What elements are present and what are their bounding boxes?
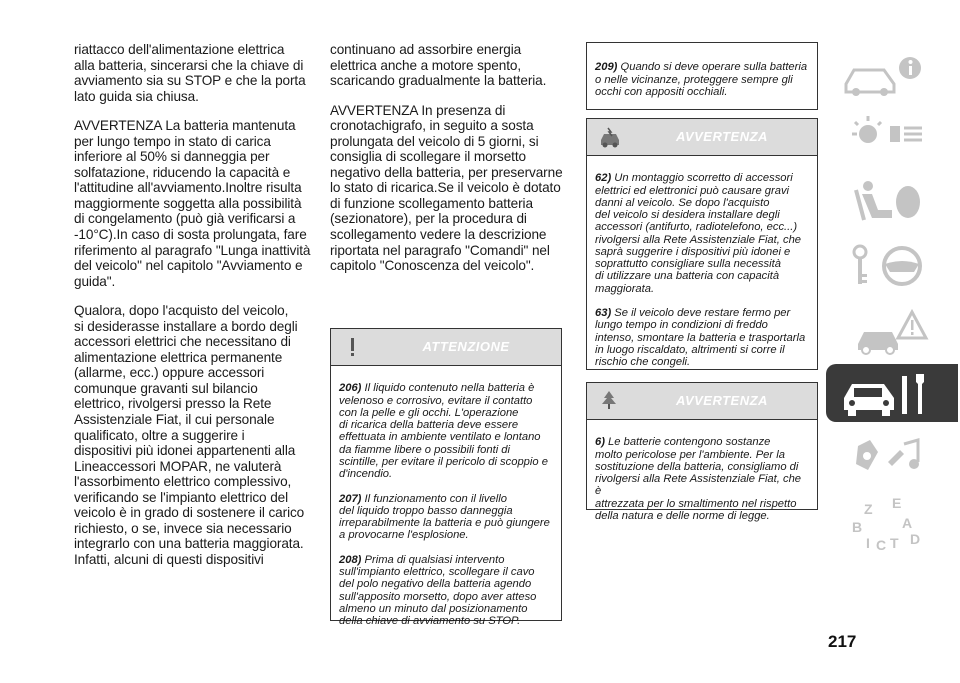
avvertenza-box-header (587, 383, 817, 420)
avvertenza-box-body (587, 156, 817, 385)
paragraph: Qualora, dopo l'acquisto del veicolo, si desiderasse installare a bordo degli accessori elettrici che necessitano di alimentazione elettrica permanente (allarme, ecc.) oppure accessori comunque gravanti sul bilancio elettrico, rivolgersi presso la Rete Assistenziale Fiat, il cui personale qualificato, oltre a suggerire i dispositivi più idonei appartenenti alla Lineaccessori MOPAR, ne valuterà l'assorbimento elettrico complessivo, verificando se l'impianto elettrico del veicolo è in grado di sostenere il carico richiesto, o se, invece sia necessario integrarlo con una batteria maggiorata. Infatti, alcuni di questi dispositivi (74, 303, 305, 567)
list-item: 62) Un montaggio scorretto di accessori elettrici ed elettronici può causare gravi danni al veicolo. Se dopo l'acquisto del veicolo si desidera installare degli accessori (antifurto, radiotelefono, ecc...) rivolgersi alla Rete Assistenziale Fiat, che saprà suggerire i dispositivi più idonei e soprattutto consigliare sulla necessità di utilizzare una batteria con capacità maggiorata. (595, 172, 802, 295)
svg-text:B: B (852, 519, 863, 535)
text-column-1 (74, 42, 319, 582)
continued-warning-body (587, 43, 817, 114)
attenzione-box (330, 328, 562, 627)
avvertenza-box-header (587, 119, 817, 156)
dashboard-lights-icon (838, 112, 938, 164)
tab-servicing-care[interactable] (826, 364, 958, 422)
tab-emergency[interactable] (826, 300, 958, 358)
box-title: AVVERTENZA (676, 393, 768, 408)
tab-multimedia[interactable] (826, 428, 958, 486)
warning-triangle-car-icon (838, 304, 938, 356)
paragraph: continuano ad assorbire energia elettrica anche a motore spento, scaricando gradualmente la batteria. (330, 42, 547, 89)
music-settings-icon (838, 432, 938, 484)
car-wrench-icon (838, 368, 938, 420)
paragraph: AVVERTENZA La batteria mantenuta per lungo tempo in stato di carica inferiore al 50% si danneggia per solfatazione, riducendo la capacità e l'attitudine all'avviamento.Inoltre risulta maggiormente soggetta alla possibilità di congelamento (può già verificarsi a -10°C).In caso di sosta prolungata, fare riferimento al paragrafo "Lunga inattività del veicolo" nel capitolo "Avviamento e guida". (74, 118, 311, 289)
text-column-2 (330, 42, 567, 288)
box-title: AVVERTENZA (676, 129, 768, 144)
page-number: 217 (828, 632, 857, 651)
avvertenza-box-1 (586, 118, 818, 370)
svg-text:T: T (890, 535, 899, 551)
tab-knowing-vehicle[interactable] (826, 44, 958, 102)
svg-text:D: D (910, 531, 921, 547)
box-title: ATTENZIONE (422, 339, 510, 354)
paragraph: riattacco dell'alimentazione elettrica alla batteria, sincerarsi che la chiave di avviamento sia su STOP e che la porta lato guida sia chiusa. (74, 42, 306, 104)
svg-text:I: I (866, 535, 870, 551)
tab-starting-driving[interactable] (826, 236, 958, 294)
svg-text:E: E (892, 496, 902, 511)
tab-safety[interactable] (826, 172, 958, 230)
key-steering-wheel-icon (838, 240, 938, 292)
avvertenza-box-body (587, 420, 817, 538)
alphabetical-index-icon (838, 496, 938, 558)
tab-index[interactable] (826, 492, 958, 553)
list-item: 207) Il funzionamento con il livello del liquido troppo basso danneggia irreparabilmente la batteria e può giungere a provocarne l'esplosione. (339, 492, 550, 542)
svg-text:A: A (902, 515, 913, 531)
info-car-icon (838, 48, 938, 100)
continued-warning-box (586, 42, 818, 110)
list-item: 208) Prima di qualsiasi intervento sull'impianto elettrico, scollegare il cavo del polo negativo della batteria agendo sull'apposito morsetto, dopo aver atteso almeno un minuto dal posizionamento della chiave di avviamento su STOP. (339, 553, 537, 627)
avvertenza-box-2 (586, 382, 818, 522)
tab-instrument-panel[interactable] (826, 108, 958, 166)
list-item: 63) Se il veicolo deve restare fermo per lungo tempo in condizioni di freddo intenso, smontare la batteria e trasportarla in luogo riscaldato, altrimenti si corre il rischio che congeli. (595, 307, 806, 368)
svg-text:Z: Z (864, 501, 873, 517)
attenzione-box-body (331, 366, 561, 644)
airbag-seat-icon (838, 176, 938, 228)
list-item: 6) Le batterie contengono sostanze molto pericolose per l'ambiente. Per la sostituzione della batteria, consigliamo di rivolgersi alla Rete Assistenziale Fiat, che è attrezzata per lo smaltimento nel rispetto della natura e delle norme di legge. (595, 436, 802, 522)
svg-text:C: C (876, 537, 887, 553)
list-item: 209) Quando si deve operare sulla batteria o nelle vicinanze, proteggere sempre gli occhi con appositi occhiali. (595, 61, 808, 98)
paragraph: AVVERTENZA In presenza di cronotachigrafo, in seguito a sosta prolungata del veicolo di 5 giorni, si consiglia di scollegare il morsetto negativo della batteria, per preservarne lo stato di ricarica.Se il veicolo è dotato di funzione scollegamento batteria (sezionatore), per la procedura di scollegamento vedere la descrizione riportata nel paragrafo "Comandi" nel capitolo "Conoscenza del veicolo". (330, 102, 563, 274)
list-item: 206) Il liquido contenuto nella batteria è velenoso e corrosivo, evitare il contatto con la pelle e gli occhi. L'operazione di ricarica della batteria deve essere effettuata in ambiente ventilato e lontano da fiamme libere o possibili fonti di scintille, per evitare il pericolo di scoppio e d'incendio. (339, 382, 548, 480)
attenzione-box-header (331, 329, 561, 366)
